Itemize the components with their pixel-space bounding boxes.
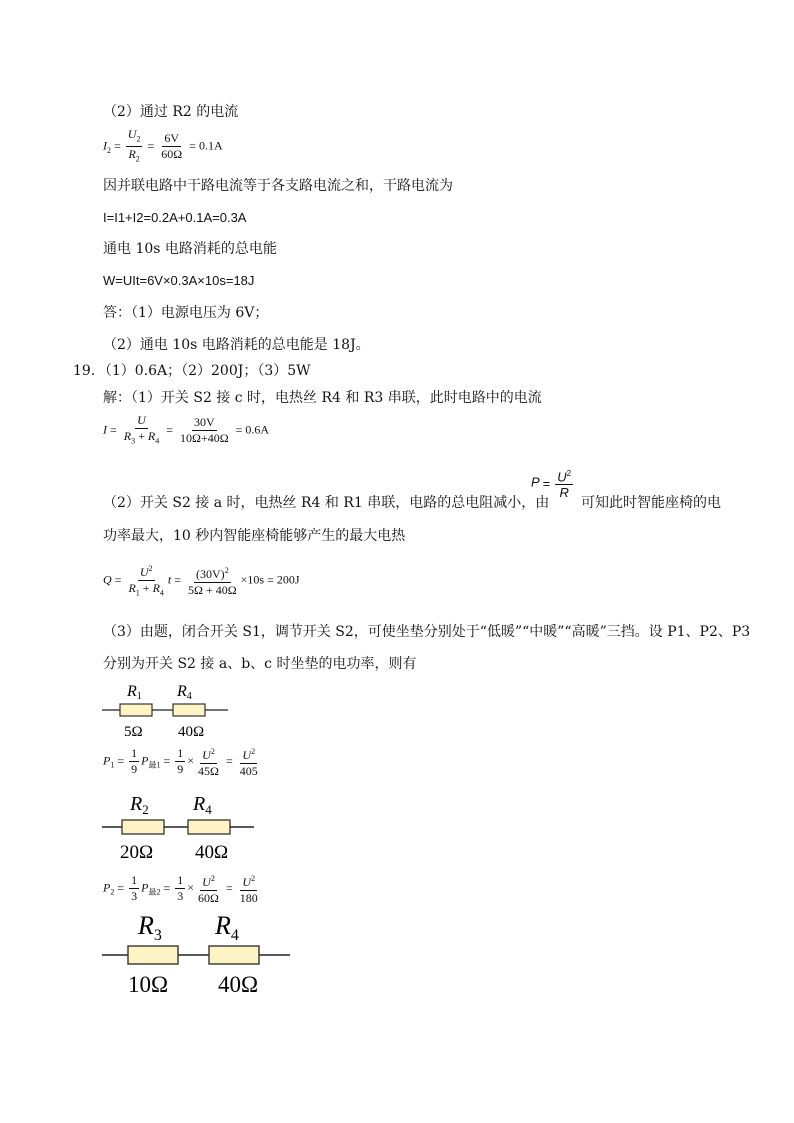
circuit-diagram-2 [100, 786, 260, 866]
parallel-current-text: 因并联电路中干路电流等于各支路电流之和，干路电流为 [103, 178, 453, 194]
q19-summary: 19．（1）0.6A；（2）200J；（3）5W [73, 363, 311, 379]
q19-part2-text-a: （2）开关 S2 接 a 时，电热丝 R4 和 R1 串联，电路的总电阻减小，由 [103, 495, 550, 511]
energy-formula: W=UIt=6V×0.3A×10s=18J [103, 273, 255, 288]
resistor-label-a: $R_2$ [130, 793, 149, 817]
equation-i2: $I_2$ = $\frac{U_2}{R_2}$ = $\frac{6V}{60\Omega}$ = 0.1A [103, 127, 223, 164]
total-current-formula: I=I1+I2=0.2A+0.1A=0.3A [103, 210, 247, 225]
resistor-value-a: 5Ω [124, 724, 143, 740]
q19-solution-part1: 解：（1）开关 S2 接 c 时，电热丝 R4 和 R3 串联，此时电路中的电流 [103, 390, 542, 406]
resistor-label-b: R4 [177, 683, 192, 702]
resistor-b [188, 820, 230, 834]
resistor-b [209, 946, 259, 964]
q19-part3-text-b: 分别为开关 S2 接 a、b、c 时坐垫的电功率，则有 [103, 656, 417, 672]
resistor-value-b: 40Ω [195, 842, 229, 863]
circuit-diagram-3 [100, 906, 300, 1000]
resistor-value-a: 20Ω [120, 842, 154, 863]
q19-part2-text-b: 可知此时智能座椅的电 [581, 495, 721, 511]
equation-p: P = $\frac{U^2}{R}$ [531, 469, 572, 501]
p2-heading: （2）通过 R2 的电流 [103, 104, 239, 120]
resistor-label-a: R1 [127, 683, 142, 702]
resistor-a [128, 946, 178, 964]
resistor-a [120, 704, 152, 716]
resistor-value-b: 40Ω [218, 972, 259, 997]
resistor-label-b: $R_4$ [193, 793, 212, 817]
answer-line-1: 答：（1）电源电压为 6V； [103, 305, 269, 321]
circuit-diagram-1 [100, 677, 240, 741]
energy-heading: 通电 10s 电路消耗的总电能 [103, 241, 277, 257]
resistor-label-b: $R_4$ [215, 911, 239, 944]
resistor-label-a: $R_3$ [138, 911, 162, 944]
equation-i: I = $\frac{U}{R_3 + R_4}$ = $\frac{30V}{10\Omega+40\Omega}$ = 0.6A [103, 413, 270, 446]
q19-part2-text-c: 功率最大，10 秒内智能座椅能够产生的最大电热 [103, 528, 406, 544]
resistor-value-b: 40Ω [178, 724, 205, 740]
equation-p2: $P_2$ = $\frac{1}{3}$ $P_{最2}$ = $\frac{1}{3}$ × $\frac{U^2}{60\Omega}$ = $\frac{U^2}{180}$ [103, 873, 258, 905]
equation-q: Q = $\frac{U^2}{R_1 + R_4}$ t = $\frac{(30V)^2}{5\Omega + 40\Omega}$ ×10s = 200J [103, 564, 300, 598]
resistor-b [173, 704, 205, 716]
resistor-value-a: 10Ω [128, 972, 169, 997]
answer-line-2: （2）通电 10s 电路消耗的总电能是 18J。 [103, 337, 370, 353]
q19-part3-text-a: （3）由题，闭合开关 S1，调节开关 S2，可使坐垫分别处于“低暖”“中暖”“高暖”三挡。设 P1、P2、P3 [103, 624, 751, 640]
equation-p1: $P_1$ = $\frac{1}{9}$ $P_{最1}$ = $\frac{1}{9}$ × $\frac{U^2}{45\Omega}$ = $\frac{U^2}{405}$ [103, 746, 258, 778]
resistor-a [122, 820, 164, 834]
